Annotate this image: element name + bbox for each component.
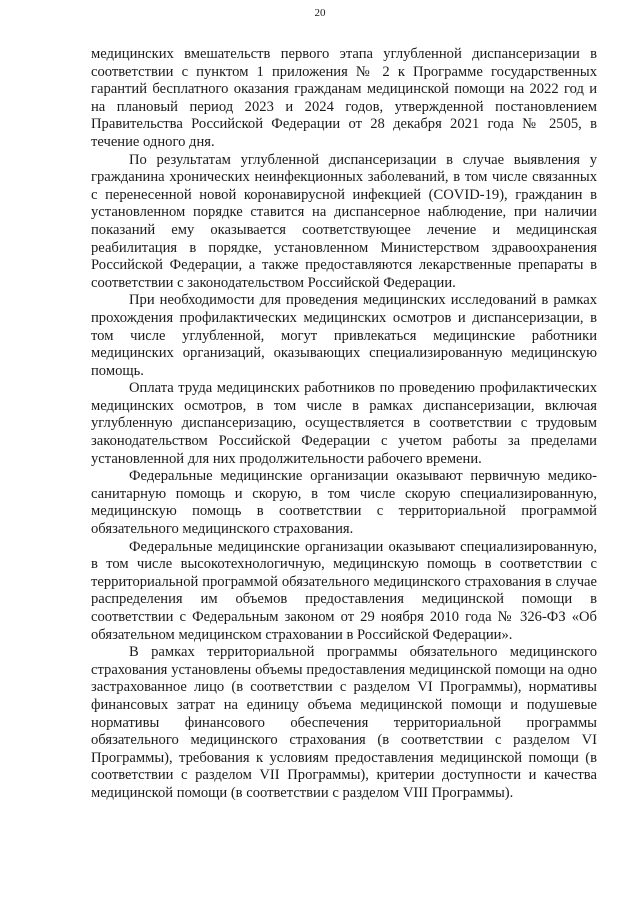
paragraph-labor-payment: Оплата труда медицинских работников по проведению профилактических медицинских осмотров, в том числе в рамках диспансеризации, включая углубленную диспансеризацию, осуществляется в соответствии с трудовым законодательством Российской Федерации с учетом работы за пределами установленной для них продолжительности рабочего времени. (91, 380, 597, 467)
paragraph-federal-specialized-care: Федеральные медицинские организации оказывают специализированную, в том числе высокотехнологичную, медицинскую помощь в соответствии с территориальной программой обязательного медицинского страхования в случае распределения им объемов предоставления медицинской помощи в соответствии с Федеральным законом от 29 ноября 2010 года № 326-ФЗ «Об обязательном медицинском страховании в Российской Федерации». (91, 538, 597, 643)
paragraph-involving-specialists: При необходимости для проведения медицинских исследований в рамках прохождения профилактических медицинских осмотров и диспансеризации, в том числе углубленной, могут привлекаться медицинские работники медицинских организаций, оказывающих специализированную медицинскую помощь. (91, 292, 597, 379)
paragraph-continuation: медицинских вмешательств первого этапа углубленной диспансеризации в соответствии с пунктом 1 приложения № 2 к Программе государственных гарантий бесплатного оказания гражданам медицинской помощи на 2022 год и на плановый период 2023 и 2024 годов, утвержденной постановлением Правительства Российской Федерации от 28 декабря 2021 года № 2505, в течение одного дня. (91, 46, 597, 150)
paragraph-federal-primary-care: Федеральные медицинские организации оказывают первичную медико-санитарную помощь и скорую, в том числе скорую специализированную, медицинскую помощь в соответствии с территориальной программой обязательного медицинского страхования. (91, 468, 597, 538)
paragraph-territorial-program-volumes: В рамках территориальной программы обязательного медицинского страхования установлены объемы предоставления медицинской помощи на одно застрахованное лицо (в соответствии с разделом VI Программы), нормативы финансовых затрат на единицу объема медицинской помощи и подушевые нормативы финансового обеспечения территориальной программы обязательного медицинского страхования (в соответствии с разделом VI Программы), требования к условиям предоставления медицинской помощи (в соответствии с разделом VII Программы), критерии доступности и качества медицинской помощи (в соответствии с разделом VIII Программы). (91, 644, 597, 801)
page-number: 20 (314, 7, 326, 19)
document-body (91, 46, 597, 803)
paragraph-in-depth-screening-results: По результатам углубленной диспансеризации в случае выявления у гражданина хронических неинфекционных заболеваний, в том числе связанных с перенесенной новой коронавирусной инфекцией (COVID-19), гражданин в установленном порядке ставится на диспансерное наблюдение, при наличии показаний ему оказывается соответствующее лечение и медицинская реабилитация в порядке, установленном Министерством здравоохранения Российской Федерации, а также предоставляются лекарственные препараты в соответствии с законодательством Российской Федерации. (91, 151, 597, 291)
